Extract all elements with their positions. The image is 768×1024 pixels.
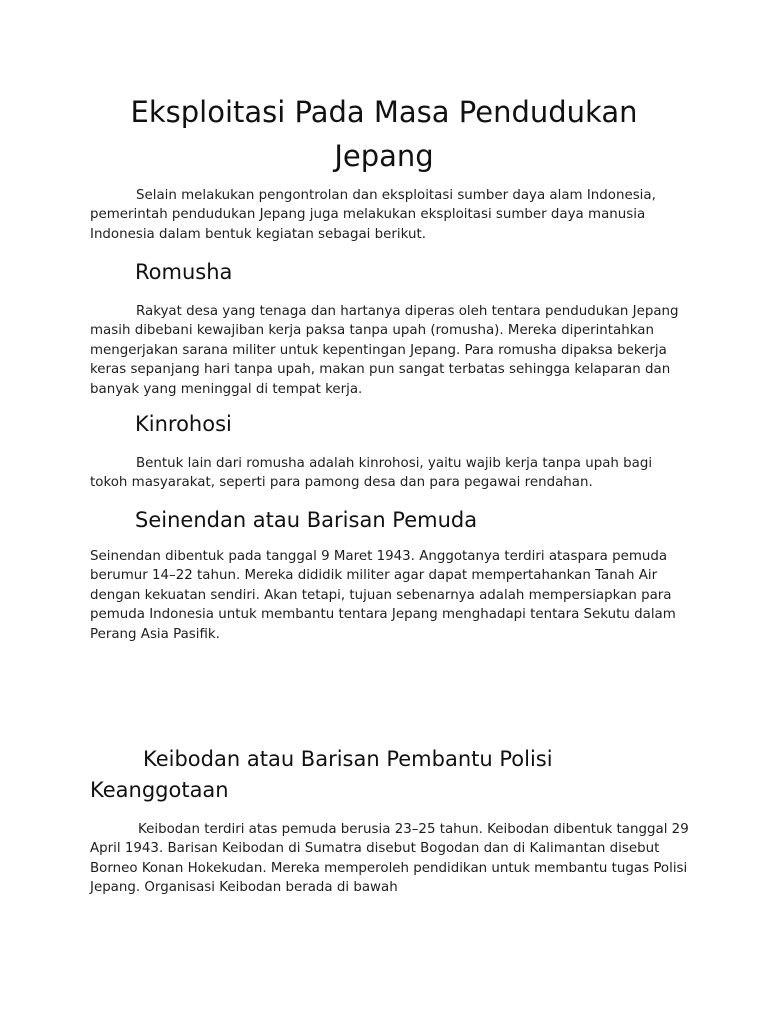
section-body-seinendan: Seinendan dibentuk pada tanggal 9 Maret 1943. Anggotanya terdiri ataspara pemuda berumur 14–22 tahun. Mereka dididik militer agar dapat mempertahankan Tanah Air dengan kekuatan sendiri. Akan tetapi, tujuan sebenarnya adalah mempersiapkan para pemuda Indonesia untuk membantu tentara Jepang menghadapi tentara Sekutu dalam Perang Asia Pasifik.	[90, 549, 676, 642]
intro-paragraph: Selain melakukan pengontrolan dan eksploitasi sumber daya alam Indonesia, pemerintah pendudukan Jepang juga melakukan eksploitasi sumber daya manusia Indonesia dalam bentuk kegiatan sebagai berikut.	[90, 188, 656, 242]
section-heading-romusha: Romusha	[135, 260, 233, 284]
section-heading-seinendan: Seinendan atau Barisan Pemuda	[135, 508, 478, 532]
page-title: Eksploitasi Pada Masa Pendudukan Jepang	[130, 95, 638, 173]
section-heading-kinrohosi: Kinrohosi	[135, 412, 232, 436]
section-body-kinrohosi: Bentuk lain dari romusha adalah kinrohosi, yaitu wajib kerja tanpa upah bagi tokoh masyarakat, seperti para pamong desa dan para pegawai rendahan.	[90, 456, 653, 491]
section-heading-keibodan: Keibodan atau Barisan Pembantu Polisi Keanggotaan	[90, 747, 553, 802]
section-body-romusha: Rakyat desa yang tenaga dan hartanya diperas oleh tentara pendudukan Jepang masih dibebani kewajiban kerja paksa tanpa upah (romusha). Mereka diperintahkan mengerjakan sarana militer untuk kepentingan Jepang. Para romusha dipaksa bekerja keras sepanjang hari tanpa upah, makan pun sangat terbatas sehingga kelaparan dan banyak yang meninggal di tempat kerja.	[90, 304, 679, 397]
section-body-keibodan: Keibodan terdiri atas pemuda berusia 23–25 tahun. Keibodan dibentuk tanggal 29 April 1943. Barisan Keibodan di Sumatra disebut Bogodan dan di Kalimantan disebut Borneo Konan Hokekudan. Mereka memperoleh pendidikan untuk membantu tugas Polisi Jepang. Organisasi Keibodan berada di bawah	[90, 822, 689, 896]
